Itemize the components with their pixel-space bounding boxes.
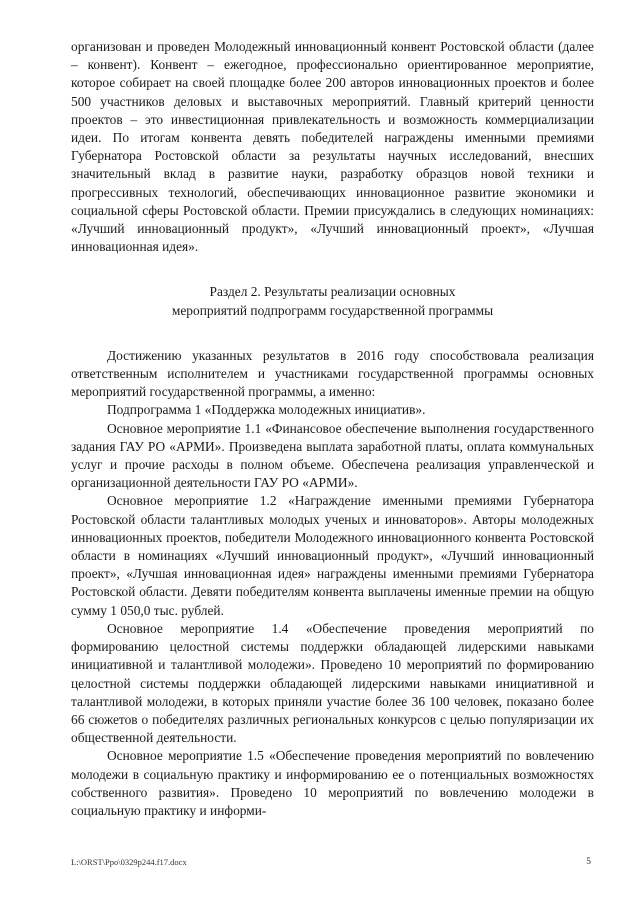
paragraph-event-1-5: Основное мероприятие 1.5 «Обеспечение проведения мероприятий по вовлечению молодежи в социальную практику и информированию ее о потенциальных возможностях собственного развития». Проведено 10 мероприятий по вовлечению молодежи в социальную практику и информи- xyxy=(71,748,594,818)
footer-file-path: L:\ORST\Ppo\0329p244.f17.docx xyxy=(71,857,187,867)
paragraph-intro: организован и проведен Молодежный инновационный конвент Ростовской области (далее – конвент). Конвент – ежегодное, профессионально ориентированное мероприятие, которое собирает на своей площадке более 200 авторов инновационных проектов и более 500 участников деловых и выставочных мероприятий. Главный критерий ценности проектов – это инвестиционная привлекательность и возможность коммерциализации идеи. По итогам конвента девять победителей награждены именными премиями Губернатора Ростовской области за результаты научных исследований, внесших значительный вклад в развитие науки, разработку образцов новой техники и прогрессивных технологий, обеспечивающих инновационное развитие экономики и социальной сферы Ростовской области. Премии присуждались в следующих номинациях: «Лучший инновационный продукт», «Лучший инновационный проект», «Лучшая инновационная идея». xyxy=(71,39,594,255)
footer-page-number: 5 xyxy=(586,857,591,867)
document-page xyxy=(71,38,594,820)
section-heading-line-1: Раздел 2. Результаты реализации основных xyxy=(209,284,456,300)
section-heading xyxy=(71,283,594,319)
paragraph-event-1-4: Основное мероприятие 1.4 «Обеспечение проведения мероприятий по формированию целостной системы поддержки обладающей лидерскими навыками инициативной и талантливой молодежи». Проведено 10 мероприятий по формированию целостной системы поддержки обладающей лидерскими навыками инициативной и талантливой молодежи, в которых приняли участие более 36 100 человек, показано более 66 сюжетов о победителях различных региональных конкурсов с целью популяризации их общественной деятельности. xyxy=(71,620,594,746)
paragraph-event-1-2: Основное мероприятие 1.2 «Награждение именными премиями Губернатора Ростовской области талантливых молодых ученых и инноваторов». Авторы молодежных инновационных проектов, победители Молодежного инновационного конвента Ростовской области в номинациях «Лучший инновационный продукт», «Лучший инновационный проект», «Лучшая инновационная идея» награждены именными премиями Губернатора Ростовской области. Девяти победителям конвента выплачены именные премии на общую сумму 1 050,0 тыс. рублей. xyxy=(71,493,594,618)
paragraph-subprogram: Подпрограмма 1 «Поддержка молодежных инициатив». xyxy=(107,402,426,418)
section-heading-line-2: мероприятий подпрограмм государственной программы xyxy=(171,302,494,318)
paragraph-achievement: Достижению указанных результатов в 2016 году способствовала реализация ответственным исполнителем и участниками государственной программы основных мероприятий государственной программы, а именно: xyxy=(71,347,594,400)
paragraph-event-1-1: Основное мероприятие 1.1 «Финансовое обеспечение выполнения государственного задания ГАУ РО «АРМИ». Произведена выплата заработной платы, оплата коммунальных услуг и прочие расходы в полном объеме. Обеспечена реализация управленческой и организационной деятельности ГАУ РО «АРМИ». xyxy=(71,420,594,491)
